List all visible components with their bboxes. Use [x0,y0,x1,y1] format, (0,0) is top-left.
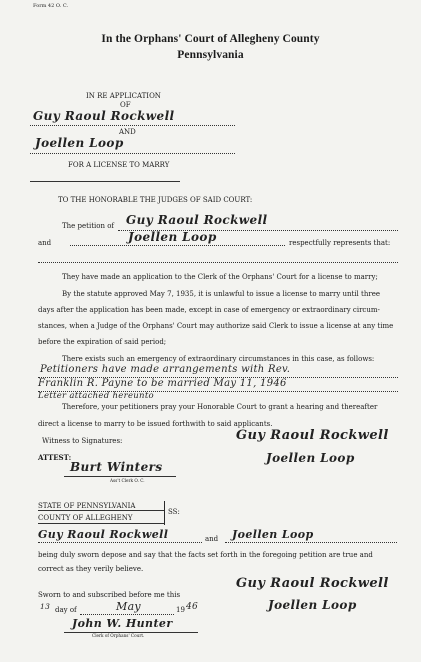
being-duly: being duly sworn depose and say that the facts set forth in the foregoing petition are true and [38,551,373,559]
applicant1-handwritten: Guy Raoul Rockwell [33,109,175,123]
and-lower-label: and [38,239,52,247]
state-of: STATE OF PENNSYLVANIA [38,502,136,510]
affiant1-line [38,542,202,543]
petitioner2-line [70,245,285,246]
witness-label: Witness to Signatures: [42,437,123,445]
court-state: Pennsylvania [177,49,244,61]
para2-line1: By the statute approved May 7, 1935, it is unlawful to issue a license to marry until three [62,290,380,298]
affiant-and: and [205,535,219,543]
petitioner1-handwritten: Guy Raoul Rockwell [126,213,268,227]
oath-signature2: Joellen Loop [268,598,357,612]
petitioner2-handwritten: Joellen Loop [128,230,217,244]
para3: There exists such an emergency of extraordinary circumstances in this case, as follows: [62,355,375,363]
of-label: OF [120,101,131,109]
affiant2-line [225,542,397,543]
applicant1-line [30,125,235,126]
sworn-label: Sworn to and subscribed before me this [38,591,181,599]
represents-label: respectfully represents that: [289,239,391,247]
para1: They have made an application to the Clerk of the Orphans' Court for a license to marry; [62,273,378,281]
for-license-label: FOR A LICENSE TO MARRY [68,161,170,169]
correct-line: correct as they verily believe. [38,565,144,573]
affiant2-handwritten: Joellen Loop [232,528,314,541]
day-of-label: day of [55,606,77,614]
clerk-signature: John W. Hunter [72,617,173,630]
reason-line1: Petitioners have made arrangements with Rev. [40,364,291,375]
month-handwritten: May [116,600,141,613]
attest-line [64,476,176,477]
day-number: 13 [40,602,51,611]
and-label: AND [119,128,136,136]
county-of: COUNTY OF ALLEGHENY [38,514,133,522]
clerk-label: Clerk of Orphans' Court. [92,633,145,638]
year-handwritten: 46 [186,602,199,612]
ss-label: SS: [168,508,180,516]
attest-signature: Burt Winters [70,460,163,474]
applicant2-line [30,153,235,154]
oath-signature1: Guy Raoul Rockwell [236,576,389,591]
year-prefix: 19 [176,606,185,614]
pray-line2: direct a license to marry to be issued forthwith to said applicants. [38,420,273,428]
reason-line3: Letter attached hereunto [38,391,154,401]
signature2: Joellen Loop [266,451,355,465]
attest-label: ATTEST: [38,453,72,462]
para2-line3: stances, when a Judge of the Orphans' Court may authorize said Clerk to issue a license at any time [38,322,394,330]
in-re-heading: IN RE APPLICATION [86,92,161,100]
bracket-bar [164,501,165,525]
form-number: Form 42 O. C. [33,3,69,9]
month-line [80,614,174,615]
pray-line1: Therefore, your petitioners pray your Honorable Court to grant a hearing and thereafter [62,403,378,411]
signature1: Guy Raoul Rockwell [236,428,389,443]
para2-line2: days after the application has been made, except in case of emergency or extraordinary circum- [38,306,380,314]
caption-rule [30,181,180,182]
state-rule [38,510,164,511]
reason-line2: Franklin R. Payne to be married May 11, 1946 [38,378,287,389]
petition-of-label: The petition of [62,222,115,230]
to-judges: TO THE HONORABLE THE JUDGES OF SAID COURT: [58,196,253,204]
asst-clerk-label: Ass't Clerk O. C. [110,478,145,483]
applicant2-handwritten: Joellen Loop [35,136,124,150]
blank-line [38,262,398,263]
para2-line4: before the expiration of said period; [38,338,167,346]
affiant1-handwritten: Guy Raoul Rockwell [38,528,169,541]
county-rule [38,523,164,524]
court-title: In the Orphans' Court of Allegheny County [101,33,320,45]
